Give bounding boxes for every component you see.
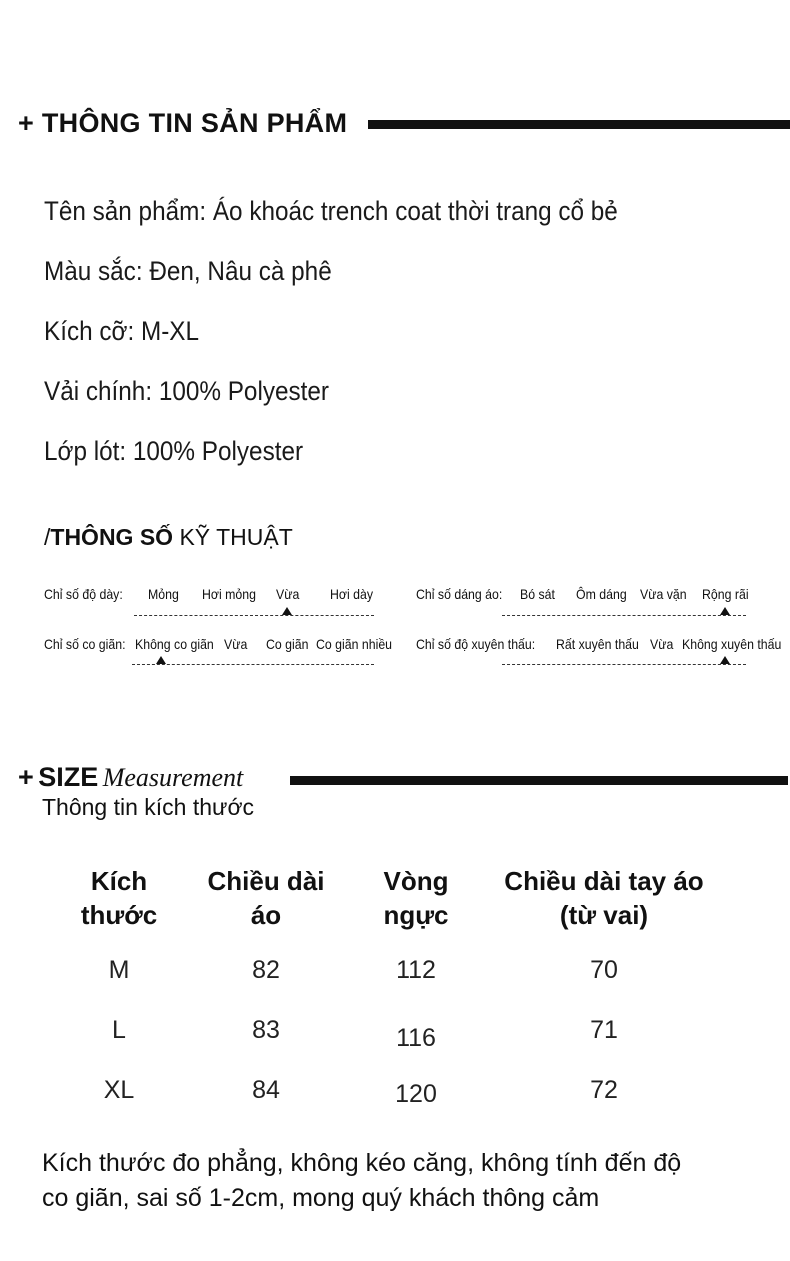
stretch-scale bbox=[44, 636, 404, 672]
table-cell: 82 bbox=[252, 956, 280, 984]
scale-option: Vừa bbox=[224, 636, 248, 652]
scale-option: Co giãn bbox=[266, 636, 309, 652]
scale-marker-icon bbox=[156, 656, 166, 664]
scale-label: Chỉ số dáng áo: bbox=[416, 586, 503, 602]
table-header-chest bbox=[346, 864, 486, 932]
scale-option: Co giãn nhiều bbox=[316, 636, 393, 652]
size-subtitle: Thông tin kích thước bbox=[42, 794, 255, 820]
header-line: (từ vai) bbox=[559, 900, 649, 930]
lining-line: Lớp lót: 100% Polyester bbox=[44, 436, 304, 466]
scale-option: Ôm dáng bbox=[576, 586, 627, 602]
color-line: Màu sắc: Đen, Nâu cà phê bbox=[44, 256, 332, 286]
note-line: co giãn, sai số 1-2cm, mong quý khách thông cảm bbox=[42, 1184, 600, 1212]
fit-scale bbox=[416, 586, 776, 622]
table-cell: 116 bbox=[396, 1024, 436, 1052]
size-range-line: Kích cỡ: M-XL bbox=[44, 316, 200, 346]
scale-marker-icon bbox=[720, 656, 730, 664]
header-line: Vòng bbox=[383, 866, 449, 896]
scale-track bbox=[134, 615, 374, 616]
transparency-scale bbox=[416, 636, 786, 672]
size-plus: + bbox=[18, 762, 34, 792]
table-cell: XL bbox=[103, 1076, 135, 1104]
table-cell: 120 bbox=[395, 1080, 437, 1108]
spec-title-rest: KỸ THUẬT bbox=[173, 524, 293, 550]
scale-option: Rộng rãi bbox=[702, 586, 749, 602]
size-title bbox=[18, 762, 243, 793]
header-line: Chiều dài tay áo bbox=[504, 866, 704, 896]
table-cell: 83 bbox=[252, 1016, 280, 1044]
note-line: Kích thước đo phẳng, không kéo căng, không tính đến độ bbox=[42, 1149, 682, 1177]
spec-title-slash: / bbox=[44, 524, 51, 550]
table-cell: M bbox=[108, 956, 130, 984]
scale-option: Hơi dày bbox=[330, 586, 374, 602]
measurement-word: Measurement bbox=[102, 763, 244, 792]
scale-marker-icon bbox=[282, 607, 292, 615]
scale-option: Không co giãn bbox=[135, 636, 214, 652]
table-cell: L bbox=[112, 1016, 126, 1044]
header-line: ngực bbox=[383, 900, 449, 930]
spec-title bbox=[44, 524, 293, 551]
scale-option: Vừa vặn bbox=[640, 586, 687, 602]
header-bar bbox=[368, 120, 790, 129]
table-cell: 72 bbox=[590, 1076, 618, 1104]
scale-option: Mỏng bbox=[148, 586, 179, 602]
scale-track bbox=[132, 664, 374, 665]
header-line: Chiều dài bbox=[207, 866, 325, 896]
scale-option: Bó sát bbox=[520, 586, 555, 602]
product-name-line: Tên sản phẩm: Áo khoác trench coat thời trang cổ bẻ bbox=[44, 196, 618, 226]
header-line: Kích bbox=[90, 866, 148, 896]
scale-label: Chỉ số co giãn: bbox=[44, 636, 126, 652]
measurement-note bbox=[42, 1146, 681, 1216]
scale-option: Vừa bbox=[650, 636, 674, 652]
header-line: thước bbox=[80, 900, 158, 930]
table-header-size bbox=[52, 864, 186, 932]
table-header-length bbox=[186, 864, 346, 932]
scale-option: Không xuyên thấu bbox=[682, 636, 782, 652]
spec-title-bold: THÔNG SỐ bbox=[50, 524, 174, 550]
scale-marker-icon bbox=[720, 607, 730, 615]
table-header-sleeve bbox=[486, 864, 722, 932]
scale-track bbox=[502, 664, 746, 665]
scale-track bbox=[502, 615, 746, 616]
scale-option: Hơi mỏng bbox=[202, 586, 256, 602]
scale-label: Chỉ số độ xuyên thấu: bbox=[416, 636, 536, 652]
table-cell: 71 bbox=[590, 1016, 618, 1044]
scale-option: Vừa bbox=[276, 586, 300, 602]
table-cell: 112 bbox=[396, 956, 436, 984]
main-fabric-line: Vải chính: 100% Polyester bbox=[44, 376, 330, 406]
size-word: SIZE bbox=[38, 762, 99, 792]
size-header-bar bbox=[290, 776, 788, 785]
scale-label: Chỉ số độ dày: bbox=[44, 586, 123, 602]
scale-option: Rất xuyên thấu bbox=[556, 636, 639, 652]
product-info-title: + THÔNG TIN SẢN PHẨM bbox=[18, 108, 348, 138]
thickness-scale bbox=[44, 586, 384, 622]
table-cell: 70 bbox=[590, 956, 618, 984]
header-line: áo bbox=[250, 900, 282, 930]
table-cell: 84 bbox=[252, 1076, 280, 1104]
